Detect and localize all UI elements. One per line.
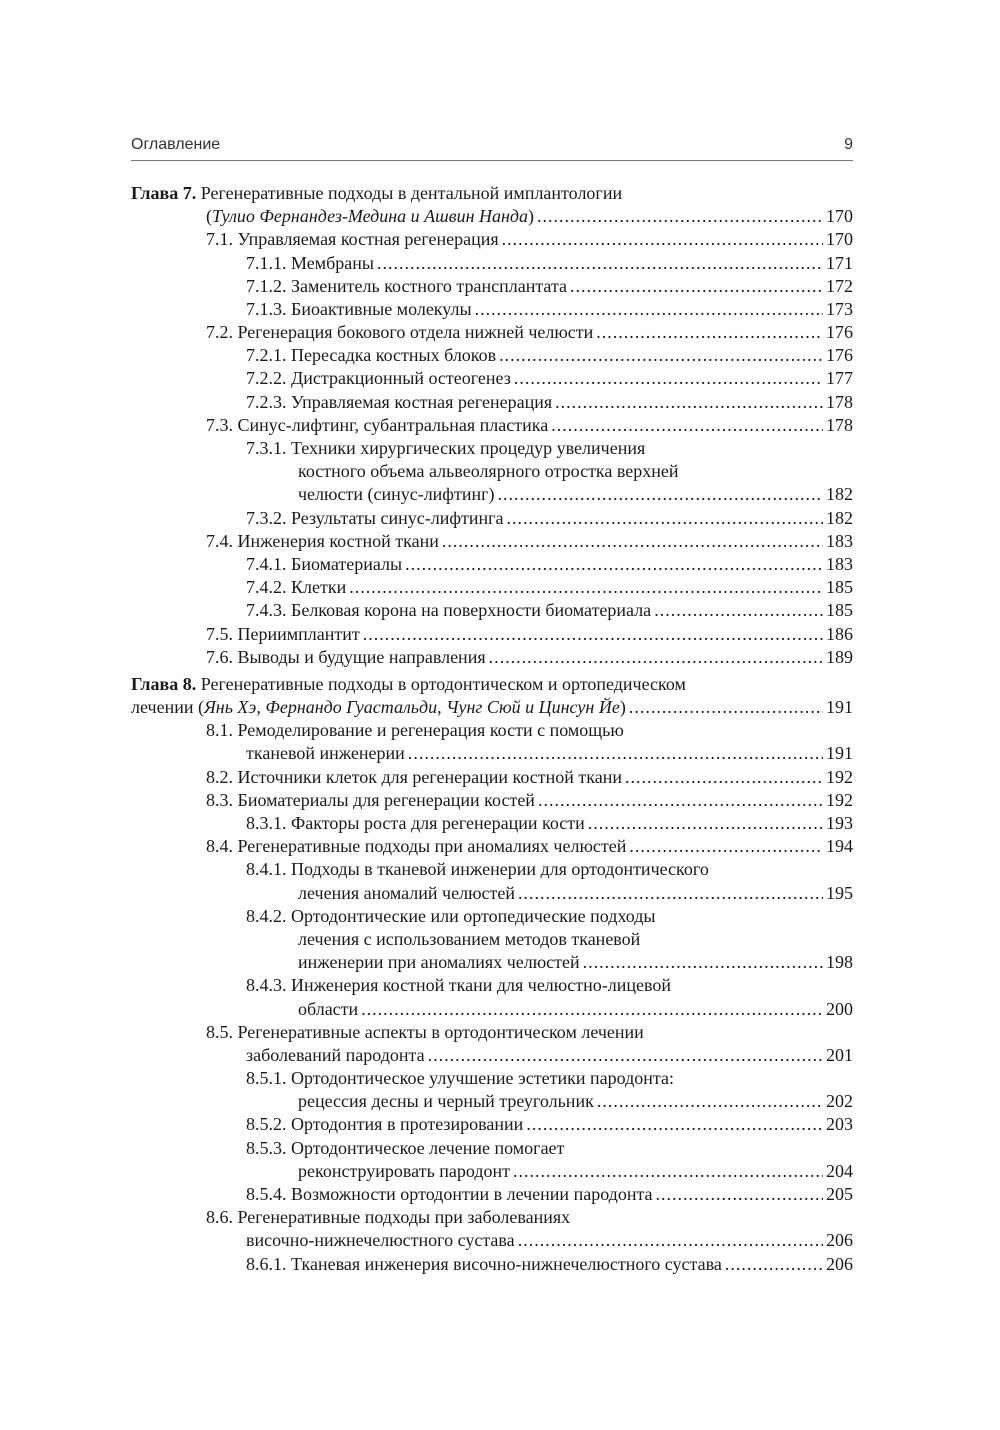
entry-page: 198 (826, 952, 853, 973)
chapter-8-heading[interactable] (131, 673, 853, 696)
chapter-authors: Янь Хэ, Фернандо Гуастальди, Чунг Сюй и Цинсун Йе (203, 697, 620, 718)
leader-dots (588, 812, 823, 835)
entry-page: 189 (826, 646, 853, 667)
entry-page: 206 (826, 1253, 853, 1274)
toc-entry[interactable]: 7.4.2. Клетки ..... 185 (131, 576, 853, 599)
leader-dots (518, 882, 823, 905)
toc-entry[interactable]: 7.2.3. Управляемая костная регенерация ..... 178 (131, 391, 853, 414)
toc-entry[interactable]: 8.4.1. Подходы в тканевой инженерии для ортодонтического (246, 859, 709, 880)
leader-dots (428, 1044, 823, 1067)
leader-dots (596, 321, 823, 344)
toc-entry-continuation[interactable]: лечения аномалий челюстей ..... 195 (131, 882, 853, 905)
leader-dots (514, 367, 823, 390)
leader-dots (555, 391, 823, 414)
entry-page: 185 (826, 600, 853, 621)
leader-dots (408, 742, 823, 765)
toc-entry[interactable]: 8.3. Биоматериалы для регенерации костей ..... 192 (131, 789, 853, 812)
entry-page: 201 (826, 1044, 853, 1065)
toc-entry[interactable]: 8.5.1. Ортодонтическое улучшение эстетики пародонта: (246, 1068, 674, 1089)
leader-dots (518, 1229, 823, 1252)
toc-entry[interactable]: 7.2.1. Пересадка костных блоков ..... 176 (131, 344, 853, 367)
leader-dots (526, 1113, 823, 1136)
leader-dots (551, 414, 823, 437)
leader-dots (629, 696, 823, 719)
leader-dots (363, 623, 823, 646)
entry-page: 176 (826, 345, 853, 366)
leader-dots (570, 275, 823, 298)
entry-page: 171 (826, 252, 853, 273)
entry-page: 192 (826, 766, 853, 787)
entry-page: 186 (826, 623, 853, 644)
toc-entry[interactable]: 7.3.1. Техники хирургических процедур увеличения (246, 438, 646, 459)
toc-entry-continuation[interactable]: области ..... 200 (131, 998, 853, 1021)
entry-page: 172 (826, 275, 853, 296)
toc-entry-continuation[interactable]: рецессия десны и черный треугольник ..... 202 (131, 1090, 853, 1113)
entry-page: 191 (826, 697, 853, 718)
leader-dots (361, 998, 823, 1021)
toc-entry[interactable]: 8.4.3. Инженерия костной ткани для челюстно-лицевой (246, 975, 671, 996)
toc-entry-continuation[interactable]: височно-нижнечелюстного сустава ..... 206 (131, 1229, 853, 1252)
entry-page: 200 (826, 998, 853, 1019)
toc-entry[interactable]: 8.4.2. Ортодонтические или ортопедические подходы (246, 905, 656, 926)
toc-entry[interactable]: 7.2. Регенерация бокового отдела нижней челюсти ..... 176 (131, 321, 853, 344)
chapter-title: Регенеративные подходы в ортодонтическом и ортопедическом (200, 673, 686, 694)
leader-dots (583, 951, 823, 974)
entry-page: 205 (826, 1184, 853, 1205)
toc-entry[interactable]: 8.5.4. Возможности ортодонтии в лечении пародонта ..... 205 (131, 1183, 853, 1206)
entry-page: 182 (826, 484, 853, 505)
toc-entry[interactable]: (Тулио Фернандез-Медина и Ашвин Нанда) ..... 170 (131, 205, 853, 228)
entry-page: 177 (826, 368, 853, 389)
entry-page: 176 (826, 322, 853, 343)
chapter-authors: Тулио Фернандез-Медина и Ашвин Нанда (212, 206, 529, 227)
toc-entry[interactable]: 8.5.2. Ортодонтия в протезировании ..... 203 (131, 1114, 853, 1137)
toc-entry[interactable]: 8.6.1. Тканевая инженерия височно-нижнечелюстного сустава ..... 206 (131, 1253, 853, 1276)
header-title: Оглавление (131, 136, 221, 153)
toc-entry[interactable]: 8.2. Источники клеток для регенерации костной ткани ..... 192 (131, 766, 853, 789)
toc-entry[interactable]: 7.3. Синус-лифтинг, субантральная пластика ..... 178 (131, 414, 853, 437)
leader-dots (507, 507, 823, 530)
entry-page: 191 (826, 743, 853, 764)
leader-dots (725, 1253, 823, 1276)
toc-entry[interactable]: 8.5. Регенеративные аспекты в ортодонтическом лечении (206, 1021, 644, 1042)
chapter-7-heading[interactable] (131, 182, 853, 205)
page-number: 9 (844, 136, 853, 153)
chapter-label: Глава 7. (131, 182, 197, 203)
leader-dots (475, 298, 823, 321)
toc-entry[interactable]: 7.4.3. Белковая корона на поверхности биоматериала ..... 185 (131, 599, 853, 622)
toc-entry[interactable]: 7.6. Выводы и будущие направления ..... 189 (131, 646, 853, 669)
entry-page: 183 (826, 530, 853, 551)
entry-page: 170 (826, 229, 853, 250)
toc-entry[interactable]: 7.4. Инженерия костной ткани ..... 183 (131, 530, 853, 553)
entry-page: 182 (826, 507, 853, 528)
entry-page: 192 (826, 789, 853, 810)
entry-page: 178 (826, 391, 853, 412)
leader-dots (513, 1160, 823, 1183)
toc-entry-continuation[interactable]: инженерии при аномалиях челюстей ..... 198 (131, 951, 853, 974)
toc-entry[interactable]: 8.4. Регенеративные подходы при аномалиях челюстей ..... 194 (131, 835, 853, 858)
entry-page: 170 (826, 206, 853, 227)
toc-entry[interactable]: 7.1.3. Биоактивные молекулы ..... 173 (131, 298, 853, 321)
toc-entry[interactable]: 8.3.1. Факторы роста для регенерации кости ..... 193 (131, 812, 853, 835)
leader-dots (499, 344, 823, 367)
chapter-label: Глава 8. (131, 673, 197, 694)
leader-dots (349, 576, 823, 599)
toc-entry[interactable]: 8.5.3. Ортодонтическое лечение помогает (246, 1137, 565, 1158)
entry-page: 204 (826, 1160, 853, 1181)
leader-dots (377, 252, 823, 275)
table-of-contents (131, 182, 853, 1276)
leader-dots (538, 789, 823, 812)
toc-entry-continuation[interactable]: реконструировать пародонт ..... 204 (131, 1160, 853, 1183)
leader-dots (405, 553, 823, 576)
running-header (131, 134, 853, 161)
entry-page: 202 (826, 1091, 853, 1112)
toc-entry[interactable]: 7.3.2. Результаты синус-лифтинга ..... 182 (131, 507, 853, 530)
toc-entry[interactable]: 7.4.1. Биоматериалы ..... 183 (131, 553, 853, 576)
entry-page: 193 (826, 813, 853, 834)
chapter-title: Регенеративные подходы в дентальной имплантологии (200, 182, 623, 203)
toc-entry[interactable]: 7.5. Периимплантит ..... 186 (131, 623, 853, 646)
leader-dots (629, 835, 823, 858)
leader-dots (502, 228, 823, 251)
leader-dots (654, 599, 823, 622)
entry-page: 194 (826, 836, 853, 857)
toc-entry[interactable]: 7.1. Управляемая костная регенерация ..... 170 (131, 228, 853, 251)
entry-page: 183 (826, 553, 853, 574)
leader-dots (442, 530, 823, 553)
toc-entry[interactable]: 7.2.2. Дистракционный остеогенез ..... 177 (131, 368, 853, 391)
entry-page: 195 (826, 882, 853, 903)
entry-page: 185 (826, 577, 853, 598)
toc-entry[interactable]: 7.1.1. Мембраны ..... 171 (131, 252, 853, 275)
toc-entry[interactable]: 8.1. Ремоделирование и регенерация кости с помощью (206, 720, 624, 741)
entry-page: 173 (826, 298, 853, 319)
toc-entry-continuation[interactable]: тканевой инженерии ..... 191 (131, 743, 853, 766)
leader-dots (597, 1090, 823, 1113)
toc-entry-continuation[interactable]: заболеваний пародонта ..... 201 (131, 1044, 853, 1067)
leader-dots (537, 205, 823, 228)
leader-dots (497, 483, 823, 506)
toc-entry[interactable]: 8.6. Регенеративные подходы при заболеваниях (206, 1207, 571, 1228)
entry-page: 178 (826, 414, 853, 435)
entry-page: 203 (826, 1114, 853, 1135)
toc-entry-continuation[interactable]: челюсти (синус-лифтинг) ..... 182 (131, 483, 853, 506)
toc-entry-continuation[interactable]: костного объема альвеолярного отростка верхней (298, 461, 679, 482)
entry-page: 206 (826, 1230, 853, 1251)
toc-entry-continuation[interactable]: лечения с использованием методов тканевой (298, 928, 641, 949)
leader-dots (489, 646, 823, 669)
toc-entry[interactable]: лечении (Янь Хэ, Фернандо Гуастальди, Чунг Сюй и Цинсун Йе) ..... 191 (131, 696, 853, 719)
leader-dots (625, 766, 823, 789)
toc-entry[interactable]: 7.1.2. Заменитель костного трансплантата ..... 172 (131, 275, 853, 298)
leader-dots (656, 1183, 823, 1206)
